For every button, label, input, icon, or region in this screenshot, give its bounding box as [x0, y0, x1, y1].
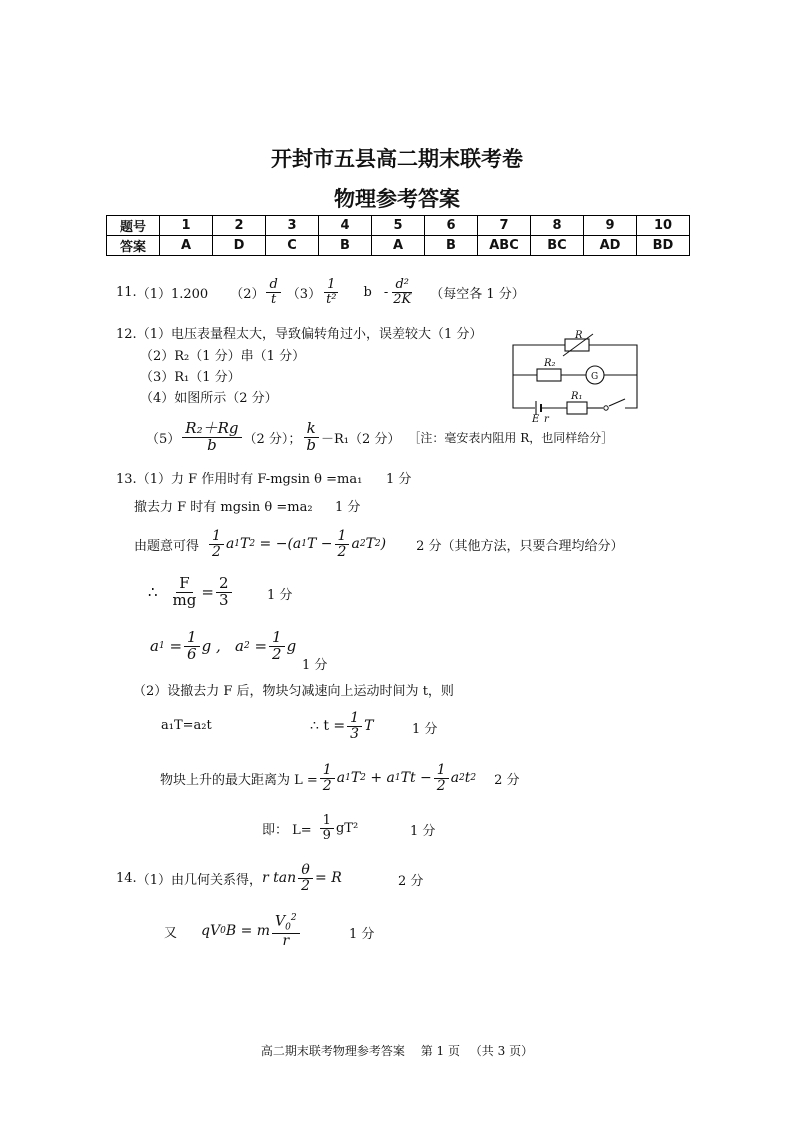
q12-part1: （1）电压表量程太大，导致偏转角过小，误差较大（1 分）	[136, 327, 483, 342]
table-cell: AD	[584, 236, 637, 256]
table-cell: 7	[478, 216, 531, 236]
page-title: 开封市五县高二期末联考卷	[271, 147, 523, 171]
q12-score-1: （2 分）；	[243, 431, 302, 447]
q12-number: 12.	[116, 327, 137, 342]
q14-score-2: 1 分	[349, 927, 375, 942]
q13-score-5: 1 分	[302, 658, 328, 673]
q11-minus: -	[383, 284, 389, 300]
label-e: E	[532, 414, 540, 423]
label-r2: R₂	[544, 358, 556, 369]
answer-table-row-numbers	[107, 216, 690, 236]
q13-score-2: 1 分	[335, 500, 361, 515]
q13-equation-1: $\frac{1}{2}$ a 1 T 2 = −(a 1 T − $\frac{1}{2}$ a 2 T 2 )	[207, 529, 386, 559]
resistor-r1	[567, 402, 587, 414]
table-cell: 4	[319, 216, 372, 236]
q14-line2: 又 qV 0 B = m $\frac{V_0^2}{r}$	[164, 906, 302, 956]
table-cell: 3	[266, 216, 319, 236]
resistor-r2	[537, 369, 561, 381]
circuit-diagram	[505, 328, 650, 423]
q13-score-4: 1 分	[267, 588, 293, 603]
page-subtitle: 物理参考答案	[334, 187, 460, 211]
q11-part1: （1）1.200	[136, 286, 209, 302]
table-cell: D	[213, 236, 266, 256]
q13-score-6: 1 分	[412, 722, 438, 737]
q13-line1	[116, 468, 362, 487]
q14-line1-prefix: （1）由几何关系得，	[136, 872, 262, 888]
table-cell: C	[266, 236, 319, 256]
q13-L-prefix: 物块上升的最大距离为 L =	[160, 772, 318, 788]
q12-score-2: －R₁（2 分）	[321, 431, 401, 447]
q14-score-1: 2 分	[398, 874, 424, 889]
table-cell: 10	[637, 216, 690, 236]
q13-part2-answer: 即： L= $\frac{1}{9}$ gT²	[262, 812, 359, 843]
q13-answer-prefix: 即： L=	[262, 822, 312, 838]
table-cell: 2	[213, 216, 266, 236]
q11-number: 11.	[116, 284, 137, 300]
q11-part2-label: （2）	[230, 286, 265, 302]
therefore-icon: ∴	[148, 583, 158, 601]
q13-part2: （2）设撤去力 F 后，物块匀减速向上运动时间为 t，则	[133, 684, 454, 699]
q13-score-1: 1 分	[386, 472, 412, 487]
q13-line3-prefix: 由题意可得	[134, 538, 200, 554]
table-header-cell: 题号	[107, 216, 160, 236]
q13-ratio-left: $\frac{F}{mg}$	[172, 573, 197, 609]
q13-ratio: ∴ $\frac{F}{mg}$ = $\frac{2}{3}$	[148, 570, 234, 614]
q13-ratio-right: $\frac{2}{3}$	[216, 576, 232, 609]
page-footer: 高二期末联考物理参考答案 第 1 页 （共 3 页）	[260, 1044, 534, 1058]
q12-part5-label: （5）	[146, 431, 181, 447]
q13-score-7: 2 分	[494, 772, 520, 788]
q11-part3-fraction: $\frac{1}{\text{t²}}$	[326, 276, 337, 307]
answer-table	[106, 215, 690, 256]
q11-note: （每空各 1 分）	[430, 286, 525, 302]
q12-fraction-1: $\frac{\text{R₂＋Rg}}{b}$	[182, 421, 241, 454]
table-cell: B	[319, 236, 372, 256]
table-cell: BD	[637, 236, 690, 256]
table-cell: 9	[584, 216, 637, 236]
q13-line2: 撤去力 F 时有 mgsin θ =ma₂	[134, 500, 313, 515]
q12-fraction-2: $\frac{k}{b}$	[303, 421, 319, 454]
table-cell: 1	[160, 216, 213, 236]
table-header-cell: 答案	[107, 236, 160, 256]
switch-contact	[604, 406, 608, 410]
table-cell: ABC	[478, 236, 531, 256]
label-r: R	[575, 330, 583, 341]
answer-table-row-answers	[107, 236, 690, 256]
q11-line	[116, 270, 525, 314]
q12-part5	[146, 415, 613, 459]
galvanometer-icon: G	[591, 372, 599, 382]
q11-b-fraction: $\frac{\text{d²}}{2K}$	[393, 276, 412, 307]
table-cell: A	[372, 236, 425, 256]
table-cell: A	[160, 236, 213, 256]
q13-part2-L: 物块上升的最大距离为 L = $\frac{1}{2}$ a 1 T 2 + a 1 Tt − $\frac{1}{2}$ a 2 t 2 2 分	[160, 761, 520, 794]
q11-b-label: b	[363, 284, 372, 300]
q12-line1	[116, 323, 482, 342]
q13-number: 13.	[116, 472, 137, 487]
q12-part4: （4）如图所示（2 分）	[140, 391, 278, 406]
q14-line2-prefix: 又	[164, 925, 178, 941]
q11-part2-fraction: $\frac{d}{t}$	[266, 278, 280, 306]
q12-note: ［注：毫安表内阻用 R，也同样给分］	[408, 430, 614, 445]
q12-part3: （3）R₁（1 分）	[140, 370, 241, 385]
label-r1: R₁	[571, 391, 583, 402]
q13-score-8: 1 分	[410, 824, 436, 839]
q11-part3-label: （3）	[286, 286, 322, 302]
label-internal-r: r	[544, 414, 549, 423]
q13-part2-eq: a₁T=a₂t	[161, 718, 212, 733]
table-cell: 6	[425, 216, 478, 236]
q13-part2-t: ∴ t = $\frac{1}{3}$ T	[310, 709, 374, 742]
table-cell: B	[425, 236, 478, 256]
table-cell: BC	[531, 236, 584, 256]
q14-line1: 14. （1）由几何关系得， r tan $\frac{\theta}{2}$ = R	[116, 861, 342, 894]
q13-t-label: ∴ t =	[310, 718, 346, 734]
q13-answer-tail: gT²	[335, 820, 359, 836]
q12-part2: （2）R₂（1 分）串（1 分）	[140, 349, 306, 364]
q13-accelerations: a 1 = $\frac{1}{6}$ g , a 2 = $\frac{1}{2}$ g	[150, 627, 297, 663]
q13-line3	[134, 522, 624, 566]
q13-score-3: 2 分（其他方法，只要合理均给分）	[416, 538, 624, 554]
q13-part1: （1）力 F 作用时有 F-mgsin θ =ma₁	[136, 472, 363, 487]
table-cell: 8	[531, 216, 584, 236]
q14-number: 14.	[116, 870, 137, 886]
table-cell: 5	[372, 216, 425, 236]
